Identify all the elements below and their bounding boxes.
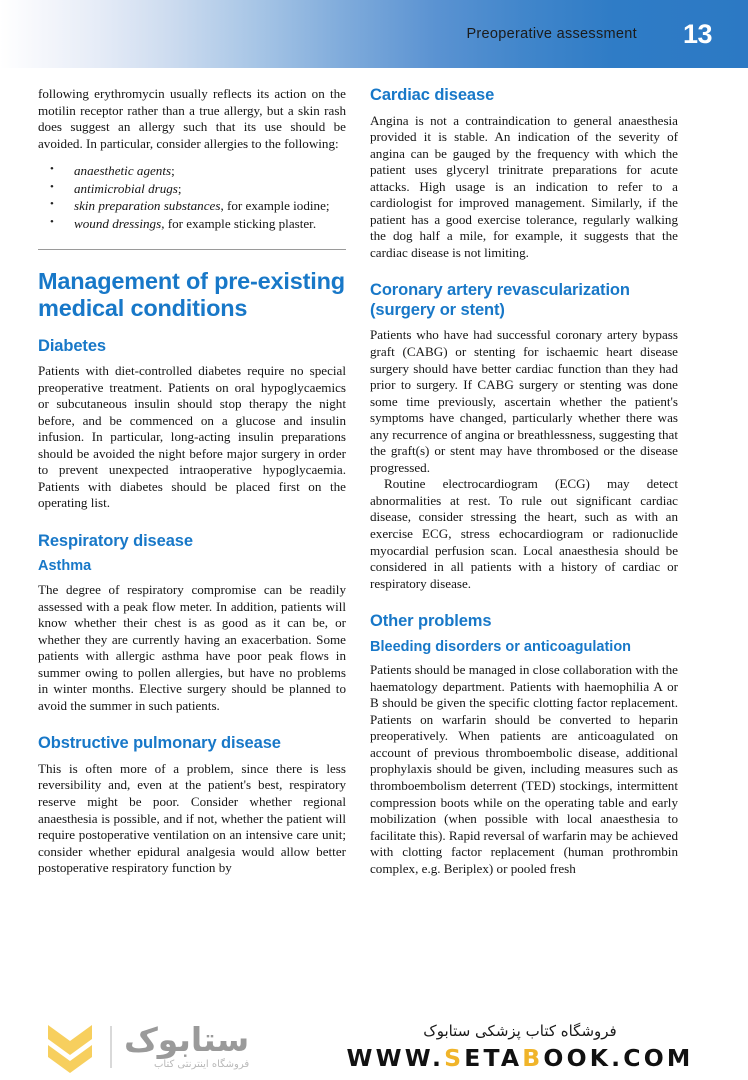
cardiac-disease-paragraph: Angina is not a contraindication to general anaesthesia provided it is stable. An indication of the severity of angina can be gauged by the frequency with which the patient uses glyceryl trinitrate preparations for acute attacks. High usage is an indication to refer to a cardiologist for improved management. Similarly, if the patient has a good exercise tolerance, regularly walking the dog half a mile, for example, it suggests that the cardiac disease is not limiting.	[370, 112, 678, 260]
bullet-term: wound dressings	[74, 215, 162, 231]
subheading-obstructive-pulmonary-disease: Obstructive pulmonary disease	[38, 734, 281, 753]
footer-text-block	[300, 1022, 748, 1072]
spacer	[370, 261, 678, 281]
url-suffix: OOK.COM	[543, 1044, 694, 1072]
bullet-term: skin preparation substances	[74, 198, 221, 214]
subheading-other-problems: Other problems	[370, 612, 492, 631]
url-letter-s: S	[444, 1044, 465, 1072]
list-item	[38, 180, 346, 198]
list-item	[38, 197, 346, 215]
bleeding-disorders-paragraph: Patients should be managed in close collaboration with the haematology department. Patients with haemophilia A or B should be given the specific clotting factor replacement. Patients on warfarin should be converted to heparin preoperatively. When patients are anticoagulated on account of previous thromboembolic disease, additional prophylaxis should be given, including measures such as thromboembolism deterrent (TED) stockings, intermittent compression boots while on the operating table and early mobilization (when possible with local anaesthesia to facilitate this). Rapid reversal of warfarin may be achieved with clotting factor replacement (human prothrombin complex, e.g. Beriplex) or pooled fresh	[370, 662, 678, 876]
subheading-diabetes: Diabetes	[38, 336, 106, 355]
bullet-rest: ;	[177, 180, 182, 196]
bullet-rest: ;	[171, 163, 175, 179]
list-item	[38, 215, 346, 233]
page-header	[0, 0, 748, 68]
page-number: 13	[682, 18, 712, 49]
spacer	[370, 592, 678, 612]
url-letter-b: B	[522, 1044, 544, 1072]
subheading-coronary-artery-revascularization: Coronary artery revascularization (surgery or stent)	[370, 281, 630, 319]
running-head-title: Preoperative assessment	[466, 26, 637, 42]
page-content	[0, 86, 748, 877]
right-column	[370, 86, 678, 877]
footer-persian-tagline: فروشگاه کتاب پزشکی ستابوک	[423, 1022, 617, 1040]
bullet-rest: , for example iodine;	[220, 198, 330, 214]
subheading-bleeding-disorders: Bleeding disorders or anticoagulation	[370, 638, 632, 655]
section-title-management: Management of pre-existing medical conditions	[38, 267, 345, 322]
section-divider-rule	[38, 249, 346, 250]
url-eta: ETA	[464, 1044, 523, 1072]
logo-wordmark	[124, 1019, 250, 1070]
url-prefix: WWW.	[346, 1044, 445, 1072]
bullet-term: anaesthetic agents	[74, 163, 172, 179]
diabetes-paragraph: Patients with diet-controlled diabetes require no special preoperative treatment. Patients on oral hypoglycaemics or subcutaneous insulin should stop therapy the night before, and be commenced on a glucose and insulin infusion. In particular, long-acting insulin preparations should be avoided the night before major surgery in order to prevent unexpected intraoperative hypoglycaemia. Patients with diabetes should be placed first on the operating list.	[38, 363, 346, 511]
logo-divider	[110, 1026, 112, 1068]
chevron-double-down-icon	[44, 1021, 96, 1073]
subheading-asthma: Asthma	[38, 558, 92, 575]
obstructive-pulmonary-disease-paragraph: This is often more of a problem, since there is less reversibility and, even at the patient's best, respiratory reserve might be poor. Consider whether regional anaesthesia is possible, and if not, whether the patient will require postoperative ventilation on an intensive care unit; consider whether epidural analgesia would allow better postoperative respiratory function by	[38, 760, 346, 876]
revascularization-paragraph-1: Patients who have had successful coronary artery bypass graft (CABG) or stenting for ischaemic heart disease surgery should have better cardiac function than they had prior to surgery. If CABG surgery or stenting was done some time previously, ascertain whether the patient's symptoms have changed, particularly whether there was any recurrence of angina or breathlessness, suggesting that the graft(s) or stent may have thrombosed or the disease progressed.	[370, 327, 678, 475]
logo-sub-text: فروشگاه اینترنتی کتاب	[154, 1058, 250, 1070]
subheading-respiratory-disease: Respiratory disease	[38, 531, 193, 550]
bullet-term: antimicrobial drugs	[74, 180, 178, 196]
setabook-logo[interactable]	[0, 1016, 300, 1078]
footer-website-url[interactable]	[347, 1044, 694, 1072]
logo-main-text: ستابوک	[124, 1019, 250, 1059]
left-column	[38, 86, 346, 877]
bullet-rest: , for example sticking plaster.	[161, 215, 317, 231]
allergy-bullet-list	[38, 162, 346, 232]
asthma-paragraph: The degree of respiratory compromise can be readily assessed with a peak flow meter. In addition, patients will know whether their chest is as good as it can be, or whether they are currently having an exacerbation. Some patients with allergic asthma have poor peak flows in summer owing to pollen allergies, but have no problems in winter months. Elective surgery should be planned to avoid the summer in such patients.	[38, 581, 346, 713]
revascularization-paragraph-2: Routine electrocardiogram (ECG) may detect abnormalities at rest. To rule out significant cardiac disease, consider stressing the heart, such as with an exercise ECG, stress echocardiogram or radionuclide myocardial perfusion scan. Local anaesthesia should be considered in all patients with a history of cardiac or respiratory disease.	[370, 476, 678, 591]
spacer	[38, 512, 346, 532]
spacer	[38, 714, 346, 734]
subheading-cardiac-disease: Cardiac disease	[370, 86, 495, 104]
footer-watermark-banner	[0, 1014, 748, 1080]
intro-paragraph: following erythromycin usually reflects its action on the motilin receptor rather than a true allergy, but a skin rash does suggest an allergy such that its use should be avoided. In particular, consider allergies to the following:	[38, 86, 346, 151]
list-item	[38, 162, 346, 180]
